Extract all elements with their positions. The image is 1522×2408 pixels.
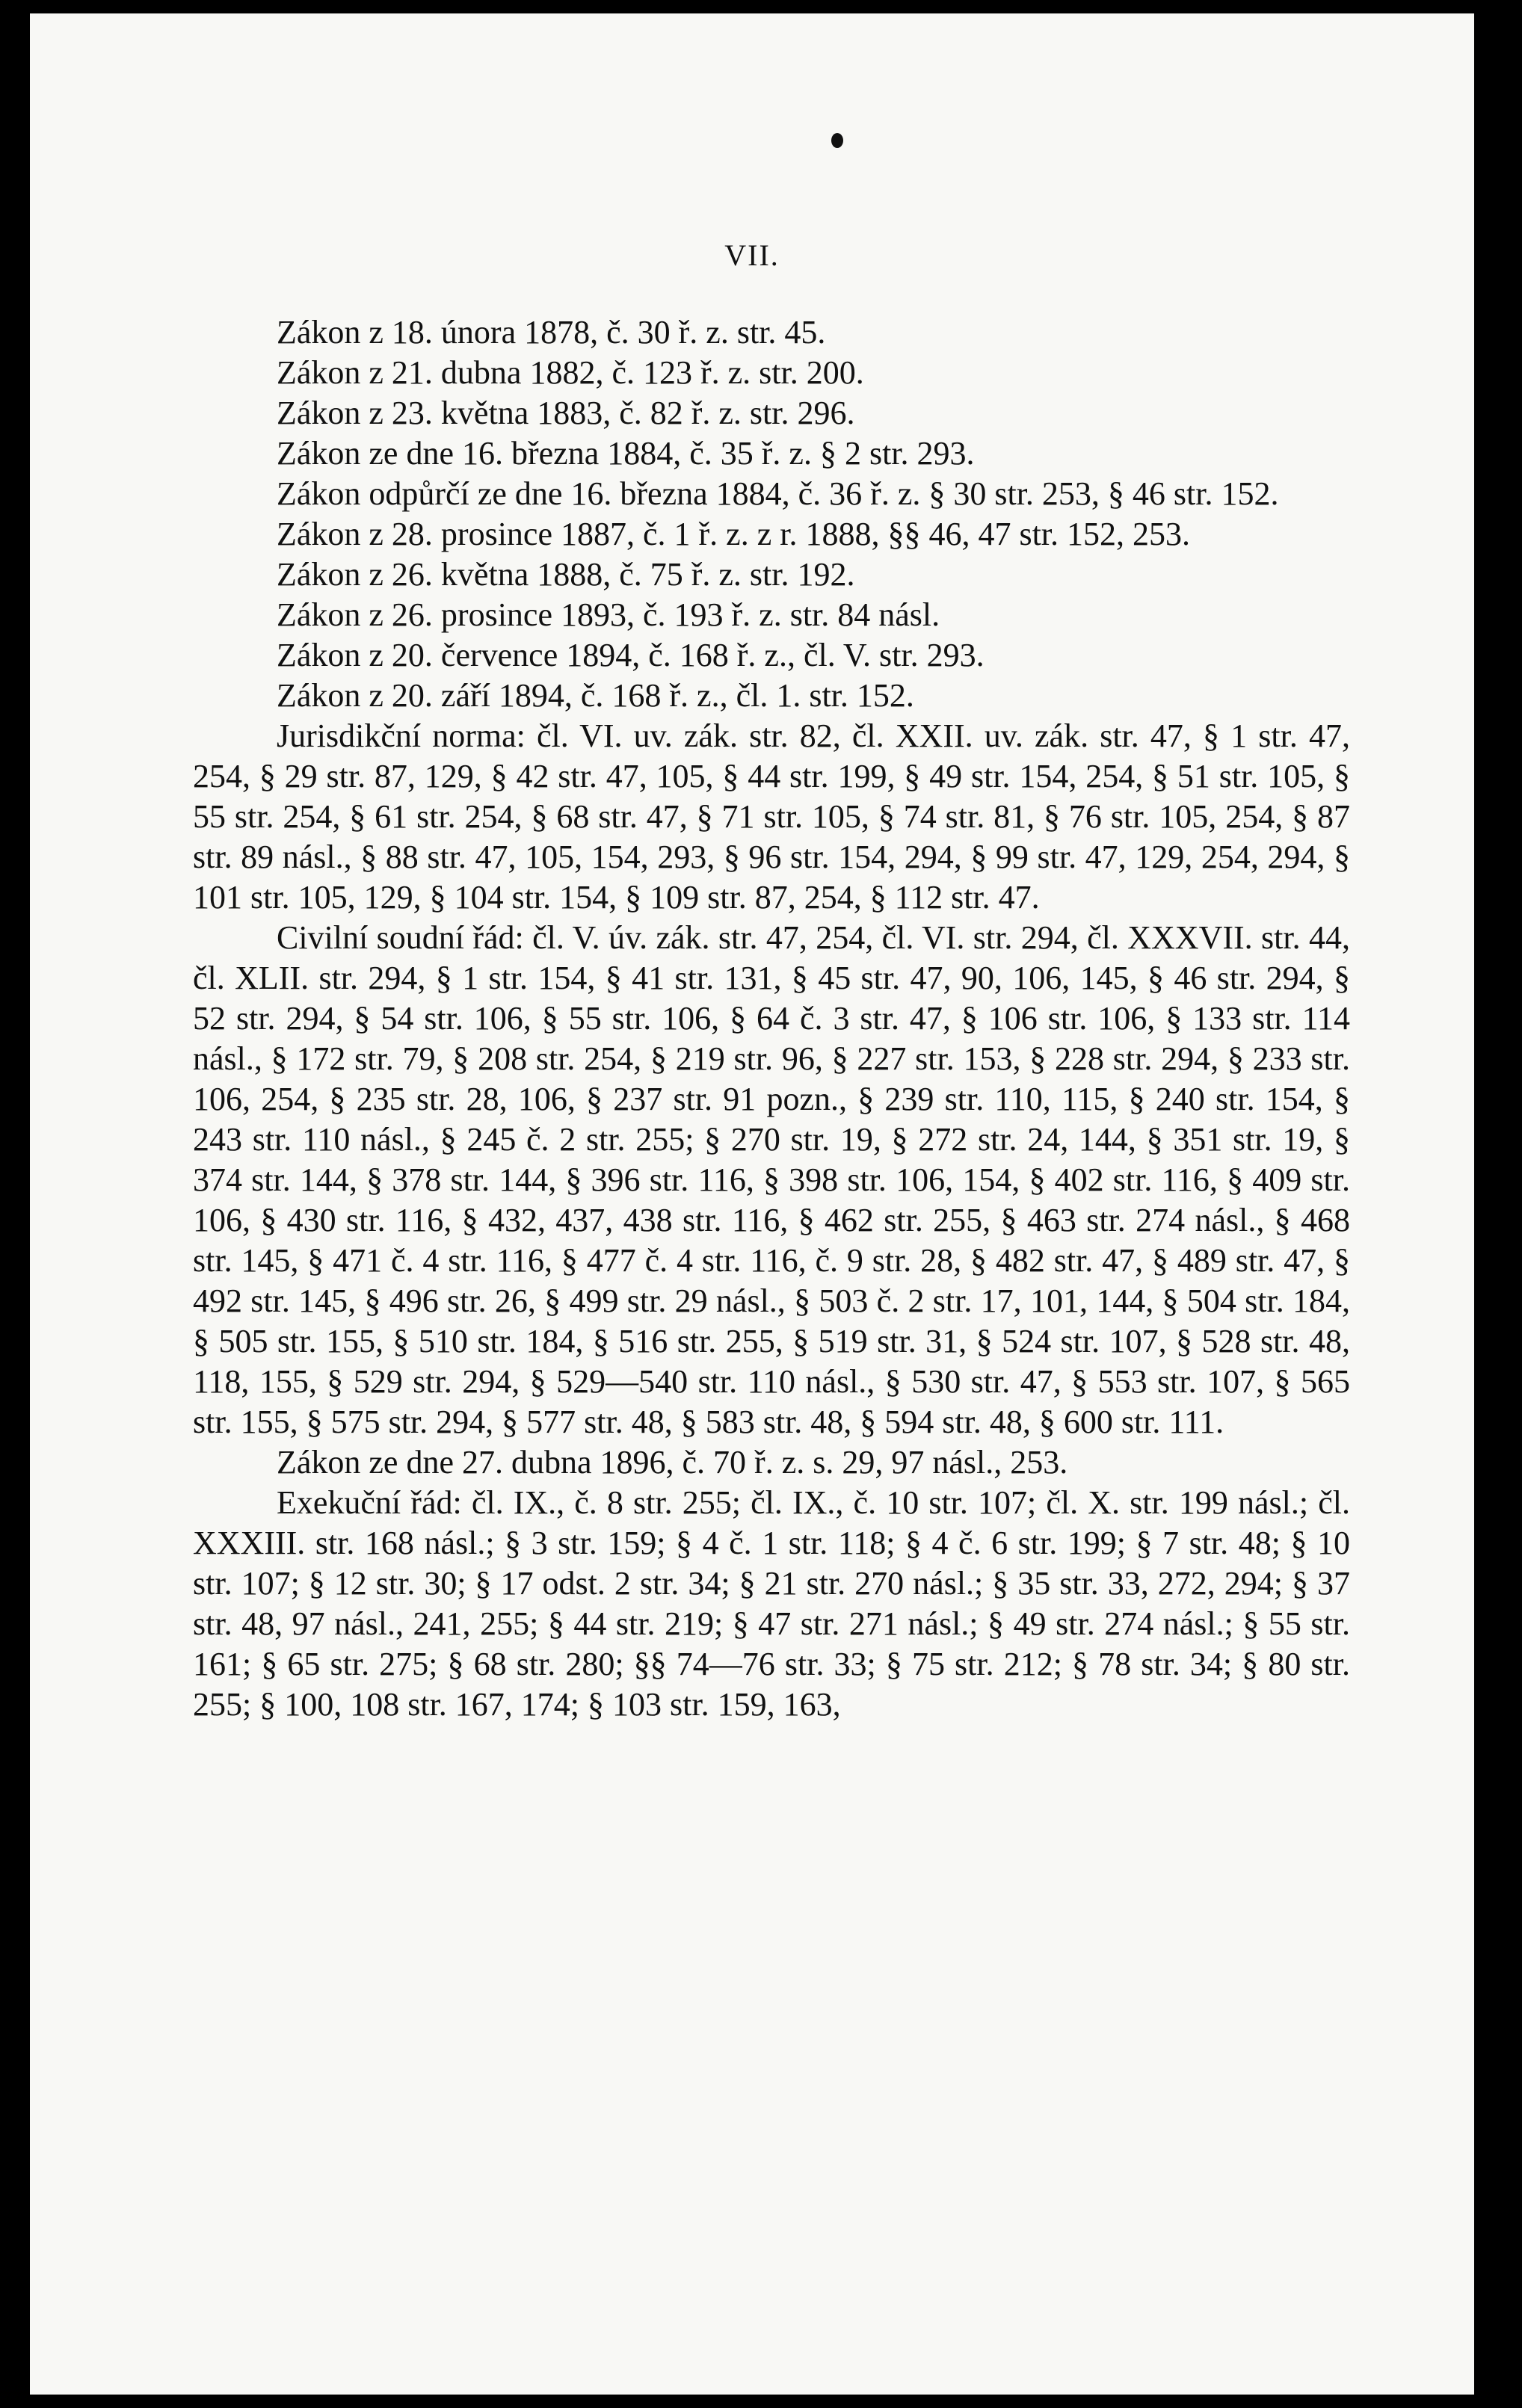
document-page	[30, 13, 1474, 2395]
ink-dot	[831, 133, 843, 148]
page-number: VII.	[724, 238, 780, 272]
entry-civilni-soudni-rad: Civilní soudní řád: čl. V. úv. zák. str. 47, 254, čl. VI. str. 294, čl. XXXVII. str. 44, čl. XLII. str. 294, § 1 str. 154, § 41 str. 131, § 45 str. 47, 90, 106, 145, § 46 str. 294, § 52 str. 294, § 54 str. 106, § 55 str. 106, § 64 č. 3 str. 47, § 106 str. 106, § 133 str. 114 násl., § 172 str. 79, § 208 str. 254, § 219 str. 96, § 227 str. 153, § 228 str. 294, § 233 str. 106, 254, § 235 str. 28, 106, § 237 str. 91 pozn., § 239 str. 110, 115, § 240 str. 154, § 243 str. 110 násl., § 245 č. 2 str. 255; § 270 str. 19, § 272 str. 24, 144, § 351 str. 19, § 374 str. 144, § 378 str. 144, § 396 str. 116, § 398 str. 106, 154, § 402 str. 116, § 409 str. 106, § 430 str. 116, § 432, 437, 438 str. 116, § 462 str. 255, § 463 str. 274 násl., § 468 str. 145, § 471 č. 4 str. 116, § 477 č. 4 str. 116, č. 9 str. 28, § 482 str. 47, § 489 str. 47, § 492 str. 145, § 496 str. 26, § 499 str. 29 násl., § 503 č. 2 str. 17, 101, 144, § 504 str. 184, § 505 str. 155, § 510 str. 184, § 516 str. 255, § 519 str. 31, § 524 str. 107, § 528 str. 48, 118, 155, § 529 str. 294, § 529—540 str. 110 násl., § 530 str. 47, § 553 str. 107, § 565 str. 155, § 575 str. 294, § 577 str. 48, § 583 str. 48, § 594 str. 48, § 600 str. 111.	[193, 919, 1350, 1440]
entry-5: Zákon odpůrčí ze dne 16. března 1884, č. 36 ř. z. § 30 str. 253, § 46 str. 152.	[277, 475, 1279, 512]
entry-6: Zákon z 28. prosince 1887, č. 1 ř. z. z r. 1888, §§ 46, 47 str. 152, 253.	[277, 516, 1191, 552]
entry-2: Zákon z 21. dubna 1882, č. 123 ř. z. str. 200.	[277, 354, 864, 391]
entry-zakon-1896: Zákon ze dne 27. dubna 1896, č. 70 ř. z. s. 29, 97 násl., 253.	[277, 1444, 1068, 1481]
entry-exekucni-rad: Exekuční řád: čl. IX., č. 8 str. 255; čl. IX., č. 10 str. 107; čl. X. str. 199 násl.; čl. XXXIII. str. 168 násl.; § 3 str. 159; § 4 č. 1 str. 118; § 4 č. 6 str. 199; § 7 str. 48; § 10 str. 107; § 12 str. 30; § 17 odst. 2 str. 34; § 21 str. 270 násl.; § 35 str. 33, 272, 294; § 37 str. 48, 97 násl., 241, 255; § 44 str. 219; § 47 str. 271 násl.; § 49 str. 274 násl.; § 55 str. 161; § 65 str. 275; § 68 str. 280; §§ 74—76 str. 33; § 75 str. 212; § 78 str. 34; § 80 str. 255; § 100, 108 str. 167, 174; § 103 str. 159, 163,	[193, 1484, 1350, 1723]
entry-9: Zákon z 20. července 1894, č. 168 ř. z., čl. V. str. 293.	[277, 637, 985, 673]
index-entries	[193, 312, 1350, 1725]
entry-4: Zákon ze dne 16. března 1884, č. 35 ř. z. § 2 str. 293.	[277, 435, 975, 472]
entry-7: Zákon z 26. května 1888, č. 75 ř. z. str. 192.	[277, 556, 855, 593]
entry-1: Zákon z 18. února 1878, č. 30 ř. z. str. 45.	[277, 314, 826, 351]
entry-3: Zákon z 23. května 1883, č. 82 ř. z. str. 296.	[277, 395, 855, 431]
entry-10: Zákon z 20. září 1894, č. 168 ř. z., čl. 1. str. 152.	[277, 677, 914, 714]
entry-jurisdikcni-norma: Jurisdikční norma: čl. VI. uv. zák. str. 82, čl. XXII. uv. zák. str. 47, § 1 str. 47, 254, § 29 str. 87, 129, § 42 str. 47, 105, § 44 str. 199, § 49 str. 154, 254, § 51 str. 105, § 55 str. 254, § 61 str. 254, § 68 str. 47, § 71 str. 105, § 74 str. 81, § 76 str. 105, 254, § 87 str. 89 násl., § 88 str. 47, 105, 154, 293, § 96 str. 154, 294, § 99 str. 47, 129, 254, 294, § 101 str. 105, 129, § 104 str. 154, § 109 str. 87, 254, § 112 str. 47.	[193, 717, 1350, 916]
entry-8: Zákon z 26. prosince 1893, č. 193 ř. z. str. 84 násl.	[277, 596, 940, 633]
